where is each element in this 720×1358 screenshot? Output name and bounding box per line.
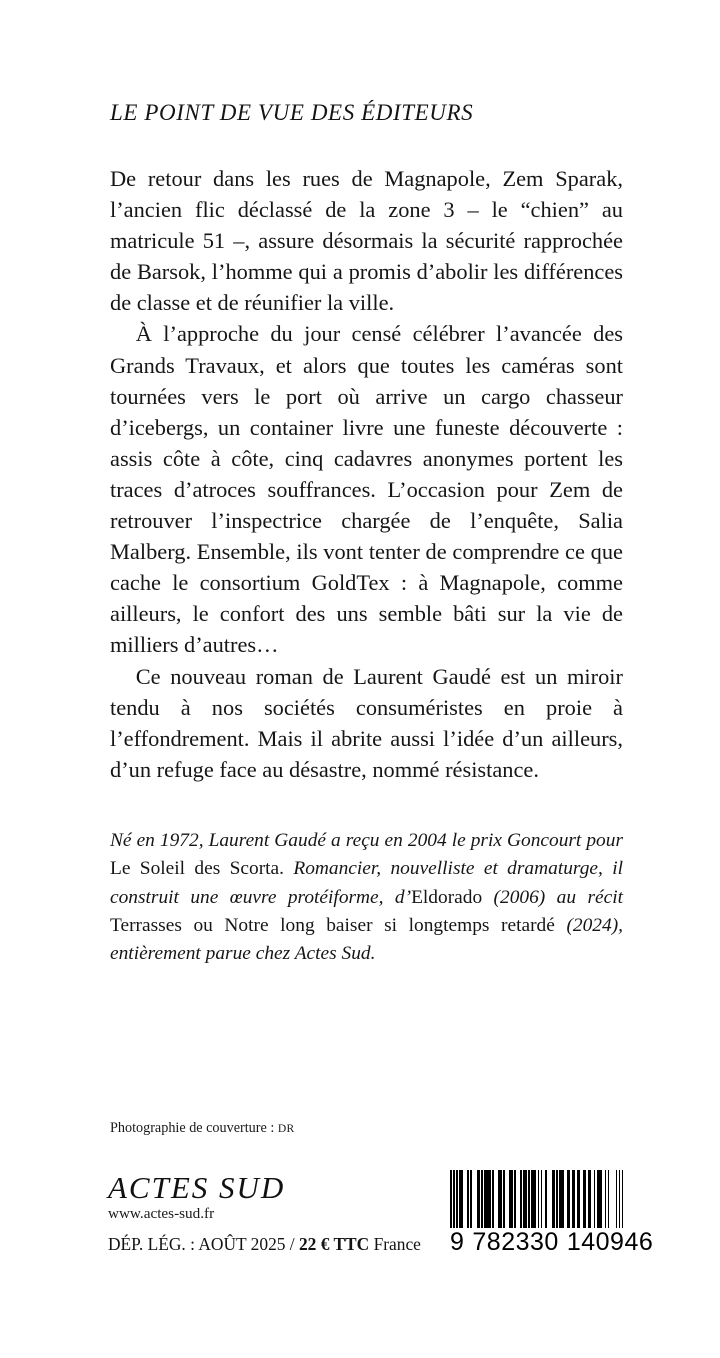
barcode-right-group: 140946	[566, 1228, 654, 1256]
legal-deposit-date: DÉP. LÉG. : AOÛT 2025 /	[108, 1234, 299, 1255]
author-biography	[110, 827, 623, 968]
blurb-paragraph-3: Ce nouveau roman de Laurent Gaudé est un miroir tendu à nos sociétés consuméristes en proie à l’effondrement. Mais il abrite aussi l’idée d’un ailleurs, d’un refuge face au désastre, nommé résistance.	[110, 663, 623, 782]
blurb-paragraph-1: De retour dans les rues de Magnapole, Zem Sparak, l’ancien flic déclassé de la zone 3 – le “chien” au matricule 51 –, assure désormais la sécurité rapprochée de Barsok, l’homme qui a promis d’abolir les différences de classe et de réunifier la ville.	[110, 166, 623, 316]
bio-segment-1: Né en 1972, Laurent Gaudé a reçu en 2004 le prix Goncourt pour	[110, 830, 623, 851]
bio-segment-3: Romancier, nouvelliste et dramaturge, il construit une œuvre protéiforme, d’	[110, 858, 623, 908]
isbn-barcode	[450, 1170, 654, 1256]
page-title: LE POINT DE VUE DES ÉDITEURS	[110, 100, 474, 125]
barcode-bars	[450, 1170, 624, 1228]
price-country: France	[369, 1234, 421, 1255]
blurb-text	[110, 163, 623, 785]
bio-title-terrasses: Terrasses ou Notre long baiser si longtemps retardé	[110, 914, 555, 936]
blurb-paragraph-2: À l’approche du jour censé célébrer l’avancée des Grands Travaux, et alors que toutes les caméras sont tournées vers le port où arrive un cargo chasseur d’icebergs, un container livre une funeste découverte : assis côte à côte, cinq cadavres anonymes portent les traces d’atroces souffrances. L’occasion pour Zem de retrouver l’inspectrice chargée de l’enquête, Salia Malberg. Ensemble, ils vont tenter de comprendre ce que cache le consortium GoldTex : à Magnapole, comme ailleurs, le confort des uns semble bâti sur la vie de milliers d’autres…	[110, 321, 623, 658]
legal-deposit-line	[108, 1236, 421, 1253]
publisher-logo: ACTES SUD	[108, 1170, 286, 1205]
publisher-block	[108, 1172, 421, 1254]
barcode-digits	[450, 1228, 654, 1256]
bio-title-le-soleil-des-scorta: Le Soleil des Scorta.	[110, 858, 284, 880]
cover-photo-credit	[110, 1120, 295, 1137]
bio-title-eldorado: Eldorado	[411, 886, 483, 908]
cover-photo-credit-source: DR	[277, 1122, 295, 1135]
barcode-left-group: 782330	[472, 1228, 559, 1256]
bio-segment-7: (2024), entièrement parue chez Actes Sud.	[110, 914, 623, 965]
publisher-website[interactable]: www.actes-sud.fr	[108, 1205, 215, 1222]
bio-segment-5: (2006) au récit	[482, 886, 623, 908]
barcode-lead-digit: 9	[450, 1228, 465, 1256]
cover-photo-credit-label: Photographie de couverture :	[110, 1120, 278, 1136]
price-label: 22 € TTC	[298, 1234, 370, 1255]
